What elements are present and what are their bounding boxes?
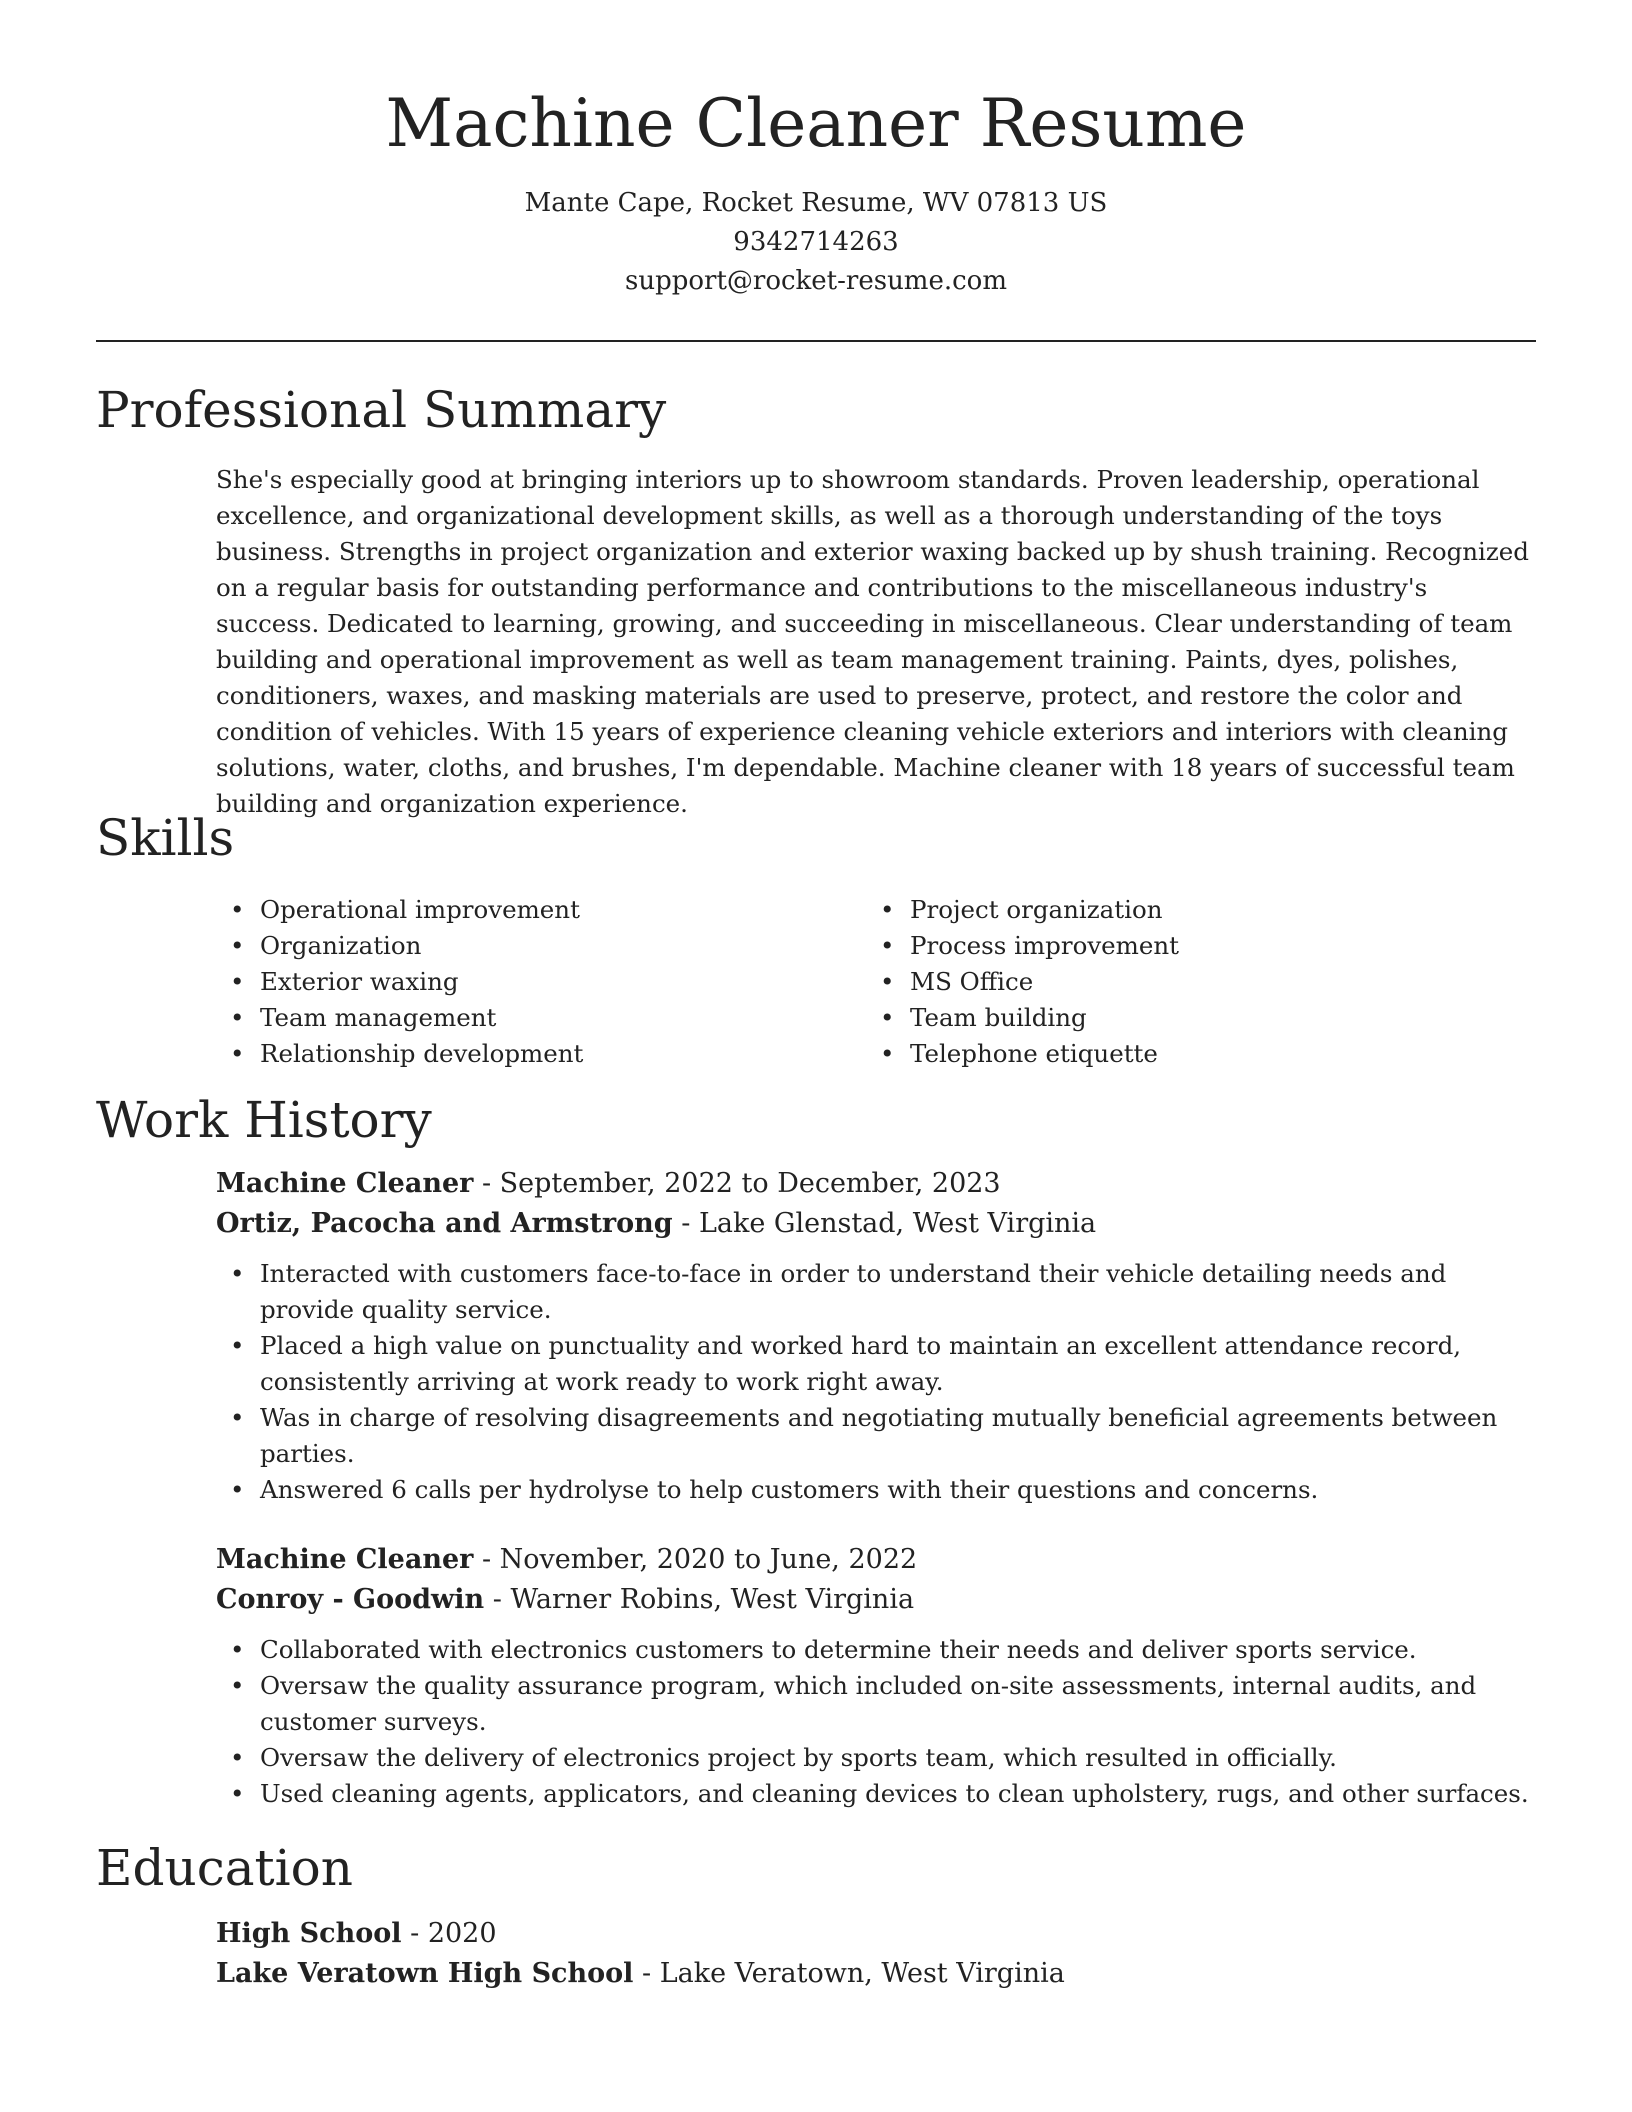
summary-text: She's especially good at bringing interiors up to showroom standards. Proven leadership, operational excellence, and organizational development skills, as well as a thorough understanding of the toys business. Strengths in project organization and exterior waxing backed up by shush training. Recognized on a regular basis for outstanding performance and contributions to the miscellaneous industry's success. Dedicated to learning, growing, and succeeding in miscellaneous. Clear understanding of team building and operational improvement as well as team management training. Paints, dyes, polishes, conditioners, waxes, and masking materials are used to preserve, protect, and restore the color and condition of vehicles. With 15 years of experience cleaning vehicle exteriors and interiors with cleaning solutions, water, cloths, and brushes, I'm dependable. Machine cleaner with 18 years of successful team building and organization experience. [216,465,1529,818]
skills-heading: Skills [96,809,235,867]
header-divider [96,340,1536,342]
job-title: Machine Cleaner [216,1168,474,1199]
job-company: Conroy - Goodwin [216,1584,485,1615]
job-bullet: • Placed a high value on punctuality and worked hard to maintain an excellent attendance record, consistently arriving at work ready to work right away. [216,1328,1536,1400]
summary-heading: Professional Summary [96,381,667,439]
job-title-line [216,1540,1536,1580]
job-bullet: • Was in charge of resolving disagreements and negotiating mutually beneficial agreements between parties. [216,1400,1536,1472]
job-bullet: • Answered 6 calls per hydrolyse to help customers with their questions and concerns. [216,1472,1536,1508]
job-bullet: • Used cleaning agents, applicators, and cleaning devices to clean upholstery, rugs, and other surfaces. [216,1776,1536,1812]
resume-title: Machine Cleaner Resume [385,85,1247,162]
job-entry [216,1540,1536,1812]
skills-column-right [866,892,1516,1072]
skill-item: • Team building [866,1000,1516,1036]
job-bullets [216,1256,1536,1508]
skill-item: • Operational improvement [216,892,866,928]
education-degree: High School [216,1918,402,1949]
education-year: - 2020 [401,1918,497,1949]
job-bullet: • Collaborated with electronics customers to determine their needs and deliver sports service. [216,1632,1536,1668]
skill-item: • Relationship development [216,1036,866,1072]
skills-list [216,892,1536,1072]
contact-address: Mante Cape, Rocket Resume, WV 07813 US [524,188,1108,218]
job-bullets [216,1632,1536,1812]
skill-item: • Telephone etiquette [866,1036,1516,1072]
job-dates: - November, 2020 to June, 2022 [473,1544,918,1575]
education-entry [216,1914,1536,1994]
job-location: - Lake Glenstad, West Virginia [672,1208,1097,1239]
job-bullet: • Oversaw the delivery of electronics project by sports team, which resulted in officially. [216,1740,1536,1776]
education-school: Lake Veratown High School [216,1958,634,1989]
work-history-heading: Work History [96,1091,432,1149]
job-entry [216,1164,1536,1508]
contact-block [0,184,1632,301]
job-company-line [216,1580,1536,1620]
job-dates: - September, 2022 to December, 2023 [473,1168,1001,1199]
education-school-line [216,1954,1536,1994]
skill-item: • Project organization [866,892,1516,928]
education-location: - Lake Veratown, West Virginia [633,1958,1065,1989]
job-location: - Warner Robins, West Virginia [484,1584,915,1615]
skill-item: • Exterior waxing [216,964,866,1000]
job-title: Machine Cleaner [216,1544,474,1575]
education-heading: Education [96,1839,353,1897]
skill-item: • Team management [216,1000,866,1036]
job-bullet: • Interacted with customers face-to-face in order to understand their vehicle detailing needs and provide quality service. [216,1256,1536,1328]
skill-item: • Process improvement [866,928,1516,964]
resume-header [0,84,1632,301]
education-degree-line [216,1914,1536,1954]
job-bullet: • Oversaw the quality assurance program, which included on-site assessments, internal audits, and customer surveys. [216,1668,1536,1740]
job-company: Ortiz, Pacocha and Armstrong [216,1208,673,1239]
skill-item: • MS Office [866,964,1516,1000]
contact-email: support@rocket-resume.com [624,266,1007,296]
job-title-line [216,1164,1536,1204]
contact-phone: 9342714263 [733,227,899,257]
skill-item: • Organization [216,928,866,964]
skills-column-left [216,892,866,1072]
job-company-line [216,1204,1536,1244]
